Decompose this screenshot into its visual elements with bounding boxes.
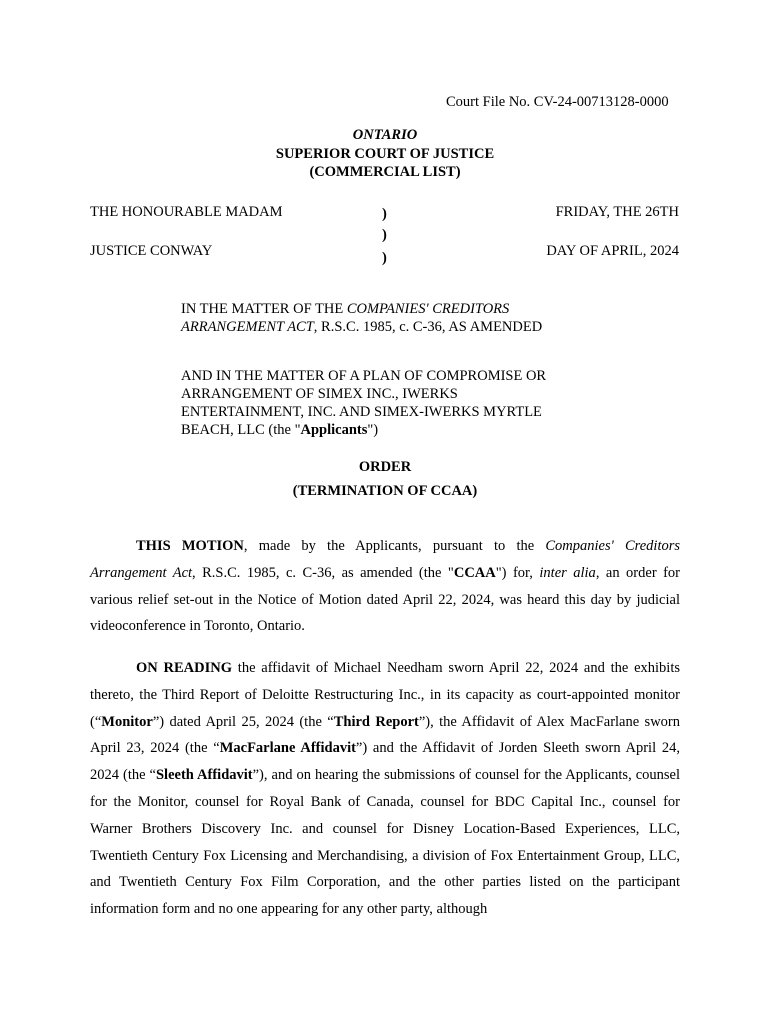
judge-line-2: JUSTICE CONWAY [90, 243, 213, 259]
paragraph-this-motion: THIS MOTION, made by the Applicants, pursuant to the Companies' Creditors Arrangement Act, R.S.C. 1985, c. C-36, as amended (the "CCAA") for, inter alia, an order for various relief set-out in the Notice of Motion dated April 22, 2024, was heard this day by judicial videoconference in Toronto, Ontario. [90, 538, 681, 635]
province-heading: ONTARIO [352, 127, 418, 143]
court-file-number: Court File No. CV-24-00713128-0000 [446, 94, 669, 110]
matter-plan: AND IN THE MATTER OF A PLAN OF COMPROMISE OR ARRANGEMENT OF SIMEX INC., IWERKS ENTERTAINMENT, INC. AND SIMEX-IWERKS MYRTLE BEACH, LLC (the "Applicants") [181, 368, 547, 438]
date-line-1: FRIDAY, THE 26TH [555, 204, 679, 220]
bracket-3: ) [382, 250, 387, 266]
paragraph-on-reading: ON READING the affidavit of Michael Needham sworn April 22, 2024 and the exhibits thereto, the Third Report of Deloitte Restructuring Inc., in its capacity as court-appointed monitor (“Monitor”) dated April 25, 2024 (the “Third Report”), the Affidavit of Alex MacFarlane sworn April 23, 2024 (the “MacFarlane Affidavit”) and the Affidavit of Jorden Sleeth sworn April 24, 2024 (the “Sleeth Affidavit”), and on hearing the submissions of counsel for the Applicants, counsel for the Monitor, counsel for Royal Bank of Canada, counsel for BDC Capital Inc., counsel for Warner Brothers Discovery Inc. and counsel for Disney Location-Based Experiences, LLC, Twentieth Century Fox Licensing and Merchandising, a division of Fox Entertainment Group, LLC, and Twentieth Century Fox Film Corporation, and the other parties listed on the participant information form and no one appearing for any other party, although [90, 660, 681, 918]
court-heading: SUPERIOR COURT OF JUSTICE [275, 146, 495, 162]
order-subtitle: (TERMINATION OF CCAA) [292, 483, 478, 499]
order-title: ORDER [358, 459, 412, 475]
list-heading: (COMMERCIAL LIST) [309, 164, 461, 180]
bracket-1: ) [382, 206, 387, 222]
applicants-defined-term: Applicants [300, 422, 368, 438]
matter-ccaa: IN THE MATTER OF THE COMPANIES' CREDITORS ARRANGEMENT ACT, R.S.C. 1985, c. C-36, AS AMENDED [181, 301, 543, 335]
bracket-2: ) [382, 227, 387, 243]
judge-line-1: THE HONOURABLE MADAM [90, 204, 283, 220]
date-line-2: DAY OF APRIL, 2024 [546, 243, 679, 259]
